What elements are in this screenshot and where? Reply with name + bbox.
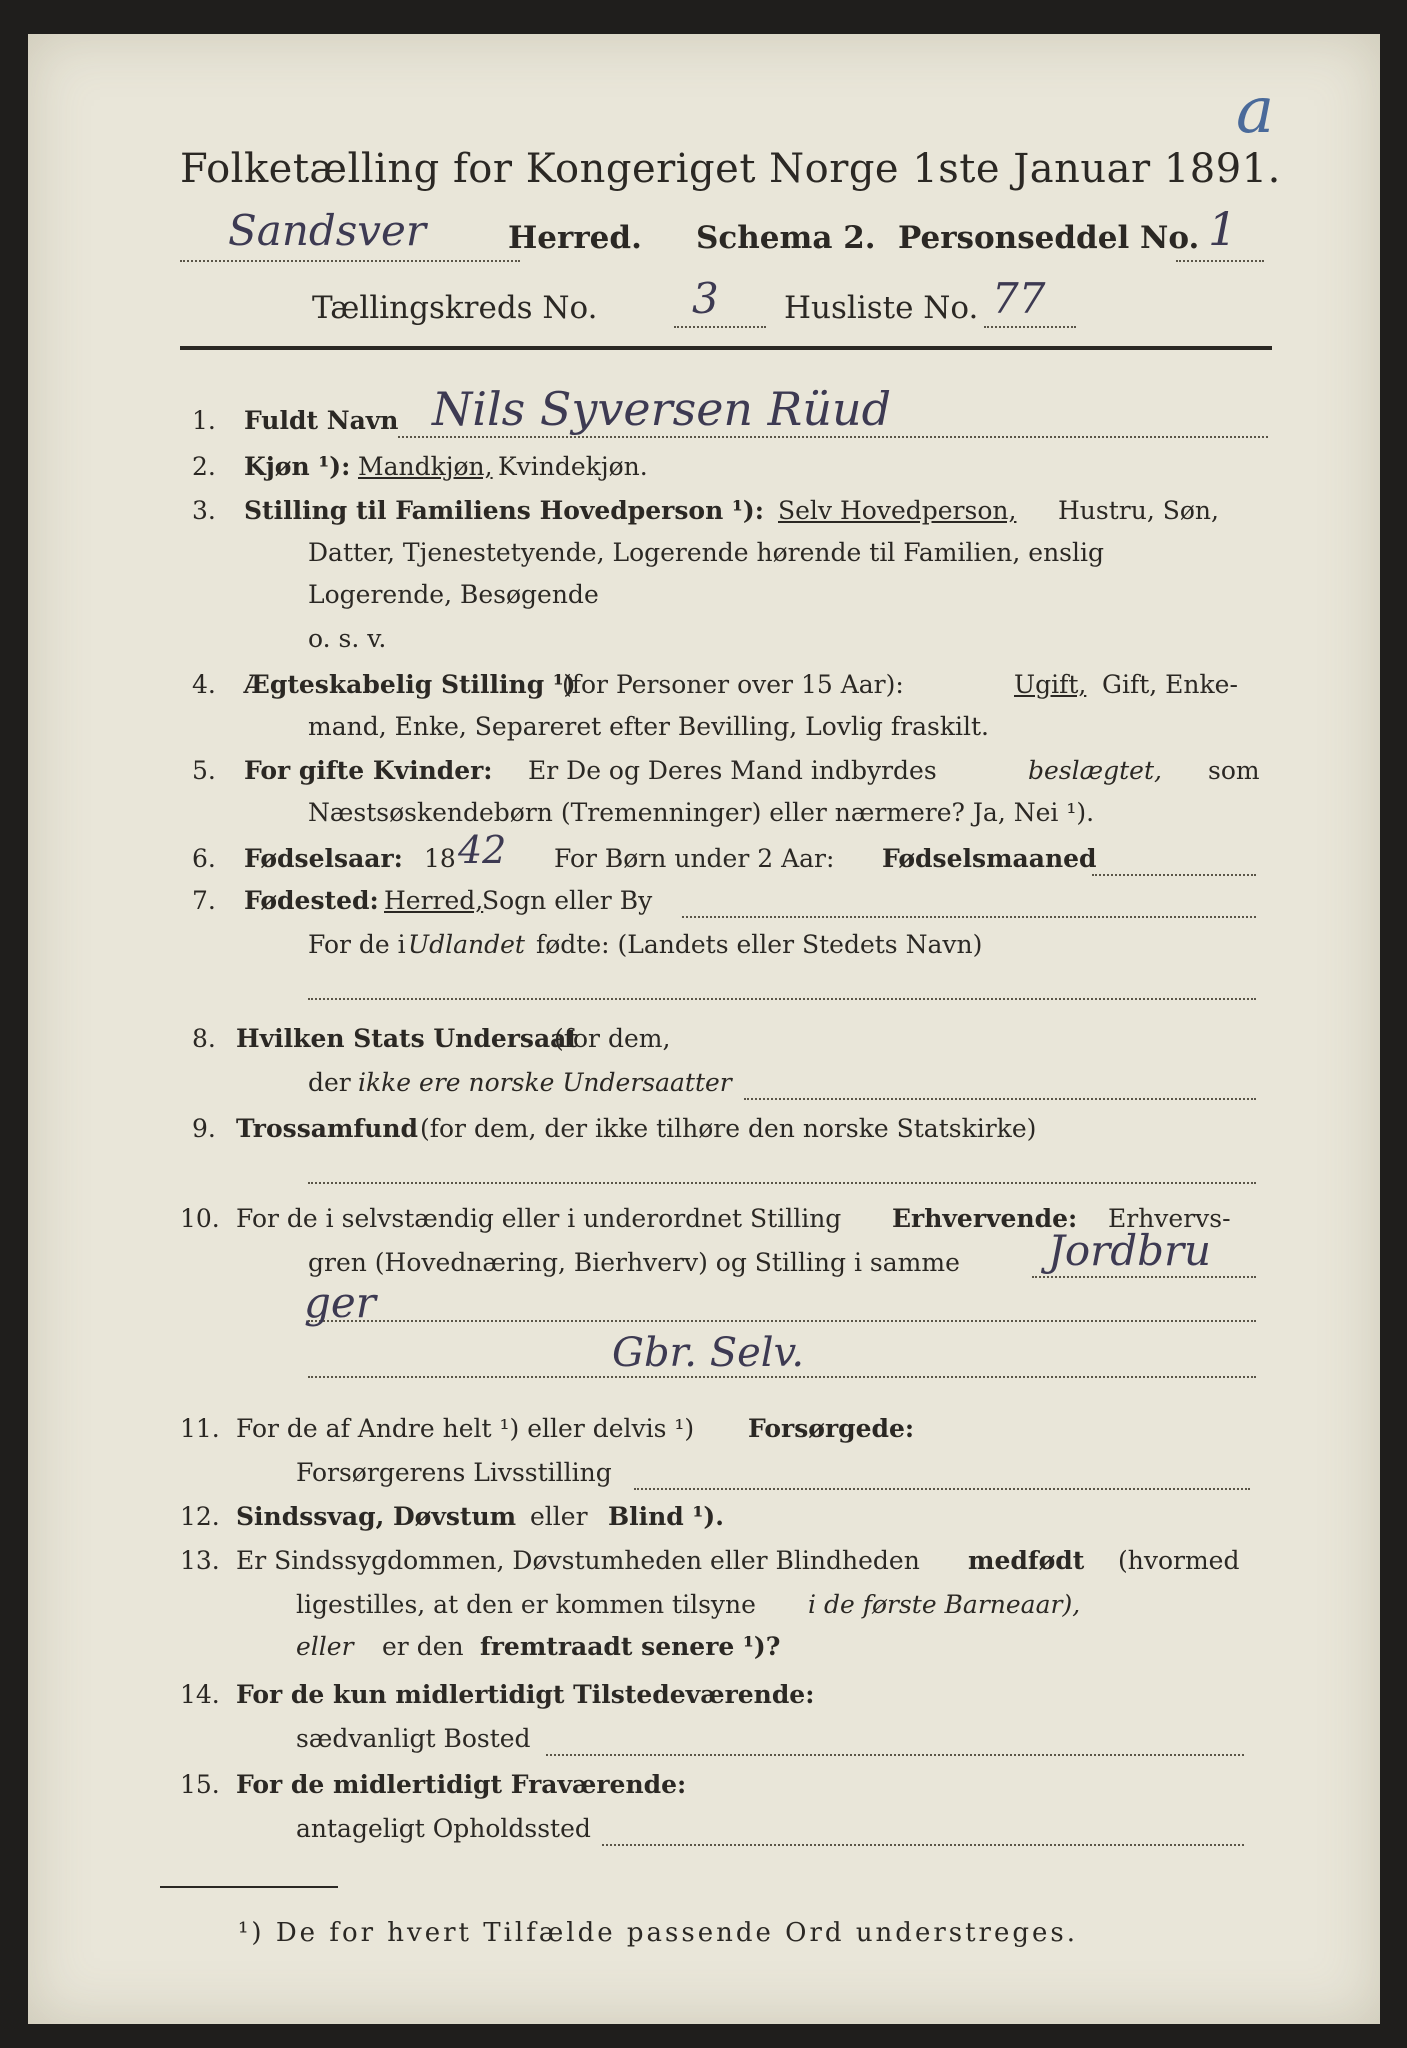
item-7-field	[682, 892, 1256, 918]
item-12-label2: Blind ¹).	[608, 1502, 724, 1531]
item-7-line2-a: For de i	[308, 930, 406, 959]
kreds-value: 3	[692, 274, 719, 323]
item-14-line2: sædvanligt Bosted	[296, 1724, 531, 1753]
personseddel-value: 1	[1208, 202, 1238, 256]
item-4-number: 4.	[192, 670, 216, 699]
item-5-text: Er De og Deres Mand indbyrdes	[528, 756, 937, 785]
item-13-label: medfødt	[968, 1546, 1085, 1575]
item-7-label: Fødested:	[244, 886, 379, 915]
item-8-text: (for dem,	[554, 1024, 671, 1053]
form-title: Folketælling for Kongeriget Norge 1ste Januar 1891.	[180, 146, 1281, 192]
item-8-label: Hvilken Stats Undersaat	[236, 1024, 578, 1053]
item-7-line2-b: fødte: (Landets eller Stedets Navn)	[536, 930, 983, 959]
item-1-number: 1.	[192, 406, 216, 435]
item-13-end: (hvormed	[1118, 1546, 1240, 1575]
item-8-line2-a: der	[308, 1068, 351, 1097]
item-1-label: Fuldt Navn	[244, 406, 399, 435]
item-11-label: Forsørgede:	[748, 1414, 915, 1443]
herred-value: Sandsver	[228, 206, 426, 255]
husliste-label: Husliste No.	[784, 290, 979, 326]
item-10-end: Erhvervs-	[1108, 1204, 1231, 1233]
item-7-field-2	[308, 974, 1256, 1000]
item-15-label: For de midlertidigt Fraværende:	[236, 1770, 687, 1799]
item-3-label: Stilling til Familiens Hovedperson ¹):	[244, 496, 764, 525]
item-12-text: eller	[530, 1502, 588, 1531]
item-14-label: For de kun midlertidigt Tilstedeværende:	[236, 1680, 815, 1709]
item-6-text: For Børn under 2 Aar:	[554, 844, 835, 873]
item-3-line4: o. s. v.	[308, 624, 387, 653]
item-10-occupation-3: Gbr. Selv.	[612, 1330, 805, 1376]
item-6-prefix: 18	[424, 844, 456, 873]
item-14-number: 14.	[180, 1680, 220, 1709]
item-10-number: 10.	[180, 1204, 220, 1233]
item-5-number: 5.	[192, 756, 216, 785]
item-3-line2: Datter, Tjenestetyende, Logerende hørende til Familien, enslig	[308, 538, 1105, 567]
kreds-label: Tællingskreds No.	[312, 290, 598, 326]
item-8-field	[744, 1074, 1256, 1100]
item-13-line3-a: er den	[382, 1632, 464, 1661]
item-15-number: 15.	[180, 1770, 220, 1799]
item-2-option: Kvindekjøn.	[498, 452, 648, 481]
item-13-line3-italic: eller	[296, 1632, 354, 1661]
item-10-occupation-1: Jordbru	[1048, 1226, 1212, 1275]
schema-label: Schema 2.	[696, 220, 876, 256]
item-4-line2: mand, Enke, Separeret efter Bevilling, Lovlig fraskilt.	[308, 712, 989, 741]
census-form-sheet	[28, 34, 1380, 2024]
item-9-label: Trossamfund	[236, 1114, 419, 1143]
husliste-value: 77	[992, 274, 1046, 323]
item-6-label2: Fødselsmaaned	[882, 844, 1097, 873]
item-10-text: For de i selvstændig eller i underordnet Stilling	[236, 1204, 842, 1233]
item-5-label: For gifte Kvinder:	[244, 756, 493, 785]
footnote-rule	[160, 1886, 338, 1888]
item-6-field	[1092, 850, 1256, 876]
item-11-number: 11.	[180, 1414, 220, 1443]
kreds-field	[674, 300, 766, 328]
item-1-name: Nils Syversen Rüud	[432, 382, 892, 436]
item-11-line2: Forsørgerens Livsstilling	[296, 1458, 612, 1487]
item-10-label: Erhvervende:	[892, 1204, 1078, 1233]
item-5-end: som	[1208, 756, 1260, 785]
item-13-line2-a: ligestilles, at den er kommen tilsyne	[296, 1590, 756, 1619]
item-3-number: 3.	[192, 496, 216, 525]
item-13-line2-italic: i de første Barneaar),	[808, 1590, 1081, 1619]
item-12-label: Sindssvag, Døvstum	[236, 1502, 517, 1531]
footnote: ¹) De for hvert Tilfælde passende Ord understreges.	[238, 1918, 1079, 1948]
item-7-selected: Herred,	[384, 886, 484, 915]
item-3-selected: Selv Hovedperson,	[778, 496, 1017, 525]
item-13-number: 13.	[180, 1546, 220, 1575]
herred-label: Herred.	[508, 220, 642, 256]
item-9-number: 9.	[192, 1114, 216, 1143]
item-7-text: Sogn eller By	[482, 886, 653, 915]
item-7-number: 7.	[192, 886, 216, 915]
item-11-text: For de af Andre helt ¹) eller delvis ¹)	[236, 1414, 695, 1443]
item-12-number: 12.	[180, 1502, 220, 1531]
item-7-line2-italic: Udlandet	[408, 930, 525, 959]
item-5-italic: beslægtet,	[1028, 756, 1162, 785]
item-6-number: 6.	[192, 844, 216, 873]
item-2-label: Kjøn ¹):	[244, 452, 351, 481]
item-13-text: Er Sindssygdommen, Døvstumheden eller Blindheden	[236, 1546, 920, 1575]
item-3-options: Hustru, Søn,	[1058, 496, 1219, 525]
item-14-field	[546, 1730, 1244, 1756]
item-10-field-2	[308, 1296, 1256, 1322]
item-10-line2: gren (Hovednæring, Bierhverv) og Stilling i samme	[308, 1248, 960, 1277]
item-11-field	[634, 1464, 1250, 1490]
corner-mark: a	[1236, 74, 1275, 148]
item-4-selected: Ugift,	[1014, 670, 1087, 699]
item-4-text: (for Personer over 15 Aar):	[562, 670, 904, 699]
item-2-selected: Mandkjøn,	[358, 452, 493, 481]
item-4-options: Gift, Enke-	[1102, 670, 1238, 699]
item-6-label: Fødselsaar:	[244, 844, 403, 873]
item-5-line2: Næstsøskendebørn (Tremenninger) eller nærmere? Ja, Nei ¹).	[308, 798, 1095, 827]
item-15-line2: antageligt Opholdssted	[296, 1814, 591, 1843]
item-15-field	[602, 1820, 1244, 1846]
item-9-field	[308, 1158, 1256, 1184]
item-4-label: Ægteskabelig Stilling ¹)	[244, 670, 576, 699]
item-3-line3: Logerende, Besøgende	[308, 580, 599, 609]
item-13-line3-b: fremtraadt senere ¹)?	[480, 1632, 781, 1661]
item-8-line2-italic: ikke ere norske Undersaatter	[358, 1068, 732, 1097]
item-8-number: 8.	[192, 1024, 216, 1053]
item-9-text: (for dem, der ikke tilhøre den norske Statskirke)	[420, 1114, 1037, 1143]
header-rule	[180, 346, 1272, 350]
item-6-birthyear: 42	[458, 828, 507, 872]
personseddel-label: Personseddel No.	[898, 220, 1200, 256]
item-10-occupation-2: ger	[304, 1278, 376, 1327]
item-2-number: 2.	[192, 452, 216, 481]
